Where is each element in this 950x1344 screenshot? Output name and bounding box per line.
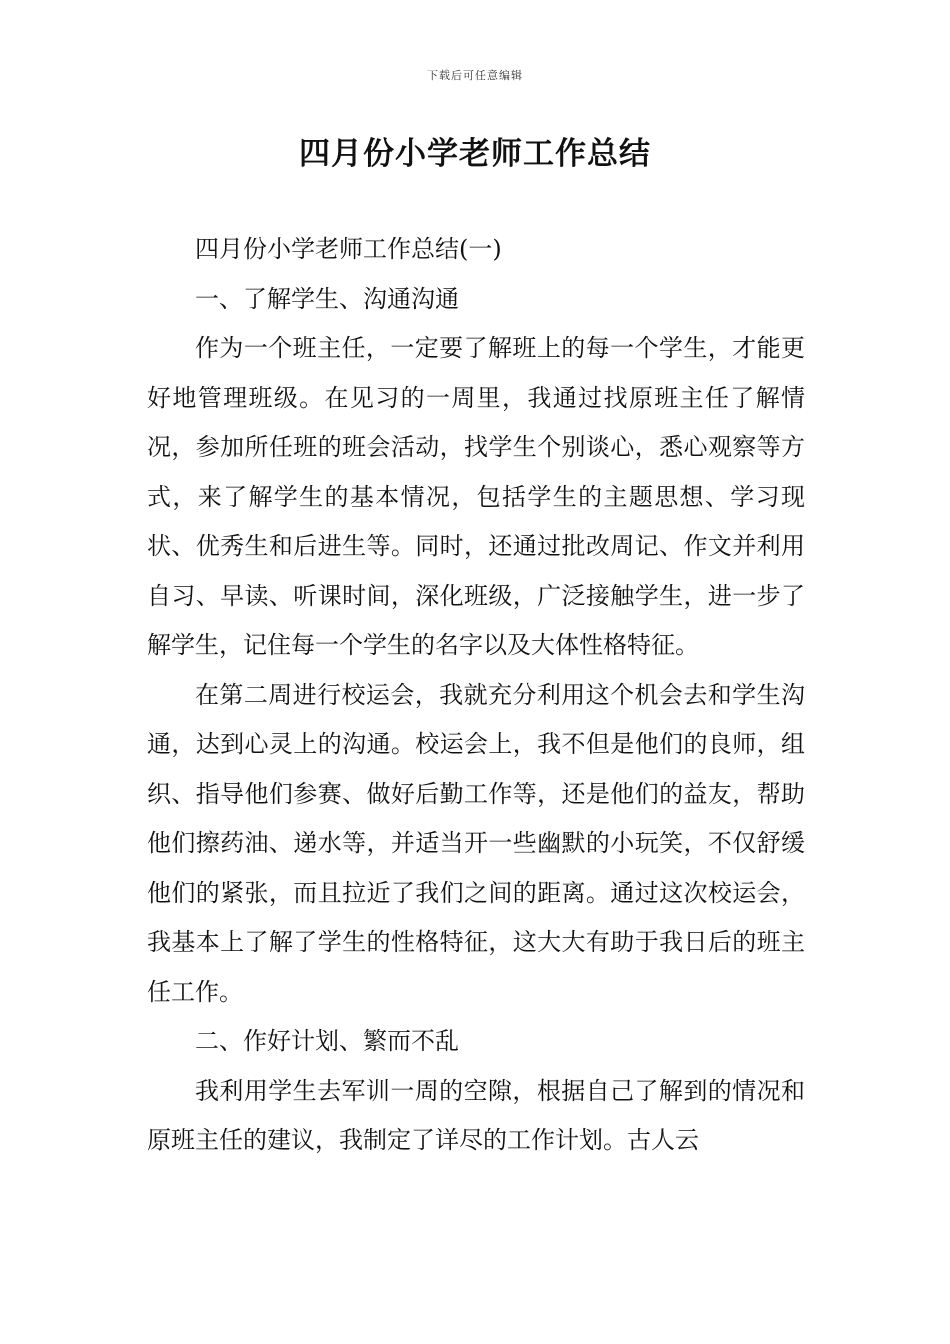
header-note: 下载后可任意编辑 (427, 69, 523, 82)
paragraph: 作为一个班主任，一定要了解班上的每一个学生，才能更好地管理班级。在见习的一周里，我通过找原班主任了解情况，参加所任班的班会活动，找学生个别谈心，悉心观察等方式，来了解学生的基本情况，包括学生的主题思想、学习现状、优秀生和后进生等。同时，还通过批改周记、作文并利用自习、早读、听课时间，深化班级，广泛接触学生，进一步了解学生，记住每一个学生的名字以及大体性格特征。 (147, 334, 805, 659)
section-heading-1: 一、了解学生、沟通沟通 (195, 284, 459, 313)
document-title: 四月份小学老师工作总结 (299, 136, 651, 172)
document-body (147, 225, 805, 1166)
document-subtitle: 四月份小学老师工作总结(一) (195, 235, 502, 263)
paragraph: 在第二周进行校运会，我就充分利用这个机会去和学生沟通，达到心灵上的沟通。校运会上，我不但是他们的良师，组织、指导他们参赛、做好后勤工作等，还是他们的益友，帮助他们擦药油、递水等，并适当开一些幽默的小玩笑，不仅舒缓他们的紧张，而且拉近了我们之间的距离。通过这次校运会，我基本上了解了学生的性格特征，这大大有助于我日后的班主任工作。 (147, 680, 805, 1006)
paragraph: 我利用学生去军训一周的空隙，根据自己了解到的情况和原班主任的建议，我制定了详尽的工作计划。古人云 (147, 1076, 805, 1154)
section-heading-2: 二、作好计划、繁而不乱 (195, 1027, 459, 1055)
